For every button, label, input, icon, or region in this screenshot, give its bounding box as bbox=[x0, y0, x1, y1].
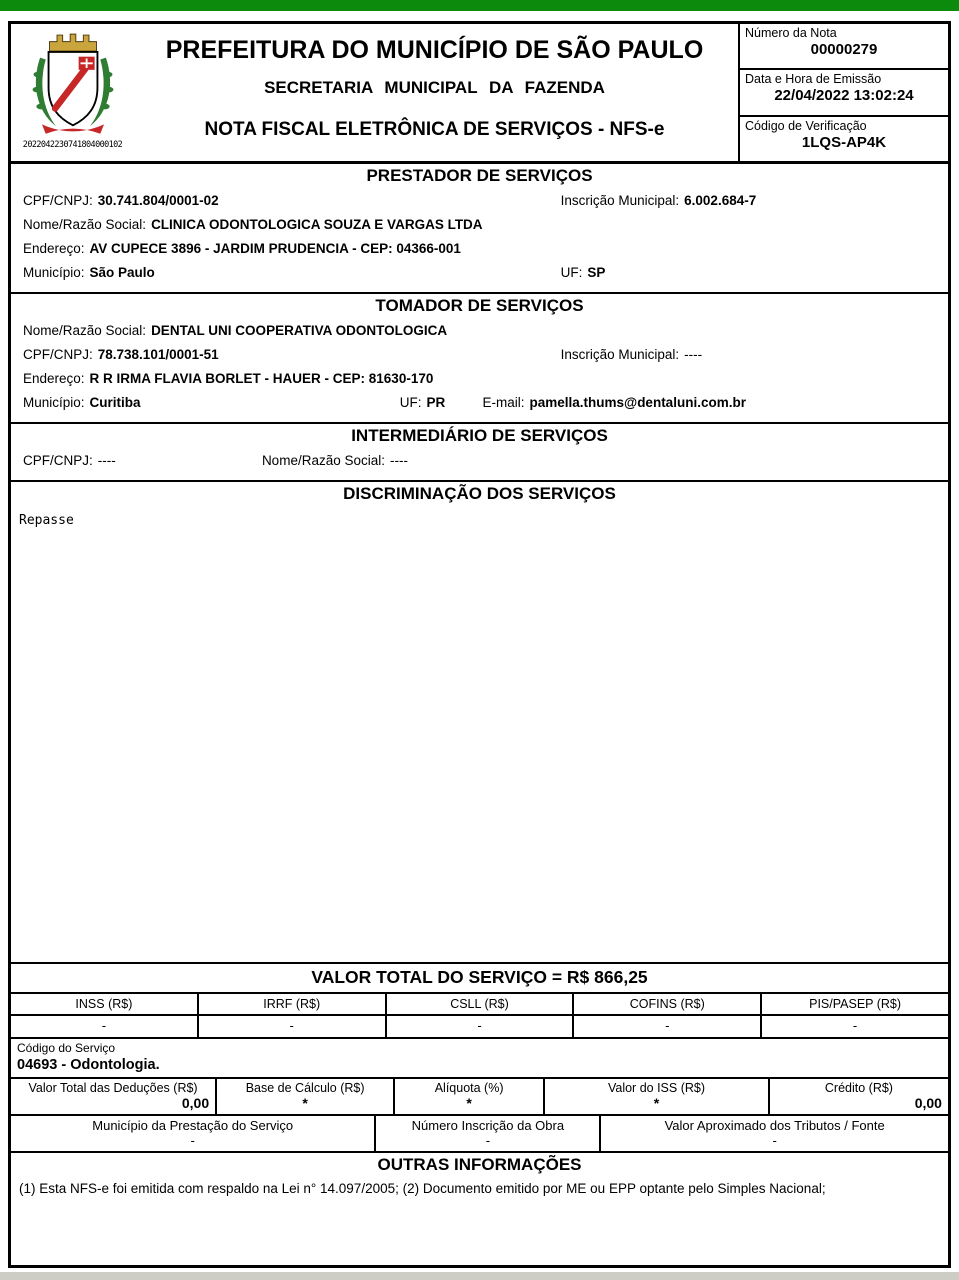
prestador-nome-label: Nome/Razão Social: bbox=[23, 217, 147, 232]
intermediario-nome-value: ---- bbox=[390, 453, 408, 468]
top-green-bar bbox=[0, 0, 959, 11]
prestador-uf-value: SP bbox=[587, 265, 606, 280]
obra-header: Município da Prestação do Serviço bbox=[92, 1118, 294, 1133]
document-title: NOTA FISCAL ELETRÔNICA DE SERVIÇOS - NFS-e bbox=[204, 119, 665, 140]
outras-title: OUTRAS INFORMAÇÕES bbox=[377, 1155, 582, 1174]
tax-value: - bbox=[665, 1018, 670, 1033]
discriminacao-content: Repasse bbox=[19, 513, 74, 528]
tomador-email-label: E-mail: bbox=[482, 395, 525, 410]
discriminacao-section bbox=[11, 482, 948, 964]
discriminacao-title: DISCRIMINAÇÃO DOS SERVIÇOS bbox=[343, 484, 616, 503]
tomador-uf-value: PR bbox=[426, 395, 446, 410]
barcode-number: 2022042230741804000102 bbox=[22, 140, 123, 150]
ded-header: Valor Total das Deduções (R$) bbox=[28, 1081, 198, 1095]
tax-col-pispasep bbox=[762, 994, 948, 1037]
prestador-cpf-value: 30.741.804/0001-02 bbox=[97, 193, 219, 208]
prestador-nome-value: CLINICA ODONTOLOGICA SOUZA E VARGAS LTDA bbox=[151, 217, 483, 232]
tomador-cpf-label: CPF/CNPJ: bbox=[23, 347, 93, 362]
verificacao-cell bbox=[740, 117, 948, 161]
emissao-value: 22/04/2022 13:02:24 bbox=[774, 87, 914, 105]
ded-col-credito bbox=[770, 1079, 948, 1114]
tomador-title: TOMADOR DE SERVIÇOS bbox=[375, 296, 584, 315]
tomador-cpf-value: 78.738.101/0001-51 bbox=[97, 347, 219, 362]
tax-col-inss bbox=[11, 994, 199, 1037]
deducoes-table bbox=[11, 1079, 948, 1116]
ded-col-valor-iss bbox=[545, 1079, 770, 1114]
tax-col-irrf bbox=[199, 994, 387, 1037]
numero-nota-label: Número da Nota bbox=[745, 26, 837, 40]
tax-header: PIS/PASEP (R$) bbox=[762, 994, 948, 1016]
intermediario-rows bbox=[11, 449, 948, 480]
header bbox=[11, 24, 948, 164]
codigo-servico-value: 04693 - Odontologia. bbox=[17, 1057, 160, 1073]
ded-value: * bbox=[653, 1095, 660, 1111]
tax-col-csll bbox=[387, 994, 575, 1037]
prestador-section bbox=[11, 164, 948, 294]
bottom-strip bbox=[0, 1272, 959, 1280]
tax-header: CSLL (R$) bbox=[387, 994, 573, 1016]
tax-header: INSS (R$) bbox=[11, 994, 197, 1016]
title-column bbox=[131, 24, 738, 161]
obra-value: - bbox=[190, 1133, 195, 1148]
intermediario-section bbox=[11, 424, 948, 482]
prestador-cpf-row bbox=[23, 189, 942, 213]
prestador-uf-label: UF: bbox=[560, 265, 583, 280]
obra-value: - bbox=[485, 1133, 491, 1148]
prestador-inscricao-value: 6.002.684-7 bbox=[684, 193, 757, 208]
tomador-uf-label: UF: bbox=[399, 395, 422, 410]
tax-header: COFINS (R$) bbox=[574, 994, 760, 1016]
codigo-servico-box bbox=[11, 1039, 948, 1079]
tomador-municipio-label: Município: bbox=[23, 395, 85, 410]
tomador-inscricao-label: Inscrição Municipal: bbox=[560, 347, 680, 362]
emissao-label: Data e Hora de Emissão bbox=[745, 72, 882, 87]
tomador-cpf-row bbox=[23, 343, 942, 367]
logo-column bbox=[11, 24, 131, 161]
ded-value: * bbox=[466, 1095, 472, 1111]
prestador-municipio-label: Município: bbox=[23, 265, 85, 280]
ded-value: * bbox=[302, 1095, 308, 1111]
tax-value: - bbox=[852, 1018, 858, 1033]
obra-value: - bbox=[772, 1133, 777, 1148]
outras-informacoes-section bbox=[11, 1153, 948, 1265]
prestador-endereco-value: AV CUPECE 3896 - JARDIM PRUDENCIA - CEP: 04366-001 bbox=[89, 241, 461, 256]
intermediario-cpf-label: CPF/CNPJ: bbox=[23, 453, 93, 468]
prestador-cpf-label: CPF/CNPJ: bbox=[23, 193, 93, 208]
ded-col-deducoes bbox=[11, 1079, 217, 1114]
intermediario-title: INTERMEDIÁRIO DE SERVIÇOS bbox=[351, 426, 608, 445]
tomador-endereco-value: R R IRMA FLAVIA BORLET - HAUER - CEP: 81630-170 bbox=[89, 371, 434, 386]
intermediario-nome-label: Nome/Razão Social: bbox=[261, 453, 385, 468]
intermediario-cpf-value: ---- bbox=[97, 453, 116, 468]
nota-info-box bbox=[738, 24, 948, 161]
prestador-nome-row bbox=[23, 213, 942, 237]
verificacao-label: Código de Verificação bbox=[745, 118, 867, 133]
tomador-section bbox=[11, 294, 948, 424]
numero-nota-cell bbox=[740, 24, 948, 70]
ded-header: Valor do ISS (R$) bbox=[607, 1081, 705, 1095]
obra-header: Número Inscrição da Obra bbox=[411, 1118, 565, 1133]
tomador-nome-row bbox=[23, 319, 942, 343]
numero-nota-value: 00000279 bbox=[810, 41, 878, 58]
prestador-title: PRESTADOR DE SERVIÇOS bbox=[366, 166, 593, 185]
tax-value: - bbox=[101, 1018, 107, 1033]
tomador-email-value: pamella.thums@dentaluni.com.br bbox=[529, 395, 746, 410]
emissao-cell bbox=[740, 70, 948, 116]
sao-paulo-coat-of-arms-icon bbox=[26, 27, 120, 139]
obra-table bbox=[11, 1116, 948, 1153]
ded-header: Crédito (R$) bbox=[824, 1081, 893, 1095]
city-title: PREFEITURA DO MUNICÍPIO DE SÃO PAULO bbox=[165, 36, 704, 64]
ded-col-base-calculo bbox=[217, 1079, 395, 1114]
tax-table bbox=[11, 994, 948, 1039]
prestador-endereco-label: Endereço: bbox=[23, 241, 85, 256]
obra-col-tributos-fonte bbox=[601, 1116, 948, 1151]
prestador-rows bbox=[11, 189, 948, 292]
obra-header: Valor Aproximado dos Tributos / Fonte bbox=[664, 1118, 885, 1133]
obra-col-inscricao-obra bbox=[376, 1116, 601, 1151]
tomador-endereco-row bbox=[23, 367, 942, 391]
tomador-municipio-row bbox=[23, 391, 942, 415]
prestador-municipio-value: São Paulo bbox=[89, 265, 155, 280]
codigo-servico-label: Código do Serviço bbox=[17, 1041, 116, 1055]
tax-value: - bbox=[477, 1018, 482, 1033]
valor-total: VALOR TOTAL DO SERVIÇO = R$ 866,25 bbox=[11, 964, 948, 994]
ded-header: Alíquota (%) bbox=[434, 1081, 504, 1095]
verificacao-value: 1LQS-AP4K bbox=[801, 133, 887, 151]
prestador-endereco-row bbox=[23, 237, 942, 261]
outras-text: (1) Esta NFS-e foi emitida com respaldo na Lei n° 14.097/2005; (2) Documento emitido por ME ou EPP optante pelo Simples Nacional; bbox=[19, 1181, 826, 1196]
secretaria-subtitle: SECRETARIA MUNICIPAL DA FAZENDA bbox=[264, 78, 605, 97]
prestador-municipio-row bbox=[23, 261, 942, 285]
tomador-municipio-value: Curitiba bbox=[89, 395, 141, 410]
ded-col-aliquota bbox=[395, 1079, 545, 1114]
nfse-document bbox=[8, 21, 951, 1268]
ded-value: 0,00 bbox=[914, 1095, 942, 1111]
tomador-inscricao-value: ---- bbox=[684, 347, 703, 362]
tomador-nome-value: DENTAL UNI COOPERATIVA ODONTOLOGICA bbox=[151, 323, 448, 338]
prestador-inscricao-label: Inscrição Municipal: bbox=[560, 193, 680, 208]
intermediario-row bbox=[23, 449, 942, 473]
tomador-rows bbox=[11, 319, 948, 422]
obra-col-municipio-prestacao bbox=[11, 1116, 376, 1151]
ded-value: 0,00 bbox=[181, 1095, 210, 1111]
tax-col-cofins bbox=[574, 994, 762, 1037]
ded-header: Base de Cálculo (R$) bbox=[245, 1081, 365, 1095]
tomador-endereco-label: Endereço: bbox=[23, 371, 85, 386]
tomador-nome-label: Nome/Razão Social: bbox=[23, 323, 147, 338]
tax-value: - bbox=[289, 1018, 294, 1033]
tax-header: IRRF (R$) bbox=[199, 994, 385, 1016]
